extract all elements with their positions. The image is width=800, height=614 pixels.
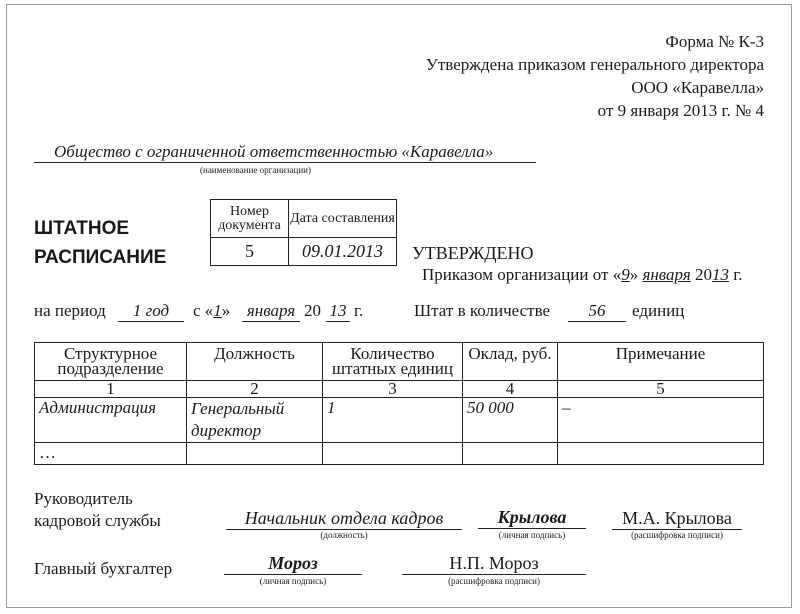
accountant-name: Н.П. Мороз: [402, 553, 586, 575]
doc-number-header: Номер документа: [211, 200, 289, 238]
staff-unit: единиц: [632, 301, 685, 320]
staff-count: 56: [568, 301, 626, 322]
col-number-1: 1: [35, 381, 187, 398]
staff-label: Штат в количестве: [414, 301, 551, 320]
accountant-signature-caption: (личная подпись): [259, 576, 327, 586]
table-row: [35, 443, 764, 465]
period-month: января: [242, 301, 300, 322]
table-row: [35, 398, 764, 443]
accountant-signature: Мороз: [224, 553, 362, 575]
col-number-4: 4: [463, 381, 558, 398]
col-number-5: 5: [558, 381, 764, 398]
doc-date-value: 09.01.2013: [289, 238, 397, 266]
approved-line: Утверждена приказом генерального директора: [425, 55, 764, 74]
period-from: с «1»: [193, 301, 231, 320]
hr-position: Начальник отдела кадров: [226, 508, 462, 530]
approved-label: УТВЕРЖДЕНО: [412, 243, 534, 263]
doc-number-value: 5: [211, 238, 289, 266]
row1-salary: 50 000: [463, 398, 558, 443]
col-number-3: 3: [323, 381, 463, 398]
row1-position: Генеральный директор: [187, 398, 323, 443]
staff-table: [34, 342, 764, 465]
period-g: г.: [354, 301, 364, 320]
form-number: Форма № К-3: [665, 32, 764, 51]
organization-name: Общество с ограниченной ответственностью «Каравелла»: [34, 142, 536, 163]
document-box: [210, 199, 397, 266]
header-department: Структурное подразделение: [35, 343, 187, 381]
hr-position-caption: (должность): [320, 530, 368, 540]
hr-name-caption: (расшифровка подписи): [631, 530, 723, 540]
title-line-1: ШТАТНОЕ: [34, 218, 130, 239]
organization-caption: (наименование организации): [200, 165, 311, 175]
period-year-prefix: 20: [304, 301, 321, 320]
col-number-2: 2: [187, 381, 323, 398]
hr-name: М.А. Крылова: [612, 508, 742, 530]
row1-note: –: [558, 398, 764, 443]
date-line: от 9 января 2013 г. № 4: [597, 101, 764, 120]
title-line-2: РАСПИСАНИЕ: [34, 247, 167, 268]
period-label: на период: [34, 301, 106, 320]
header-count: Количество штатных единиц: [323, 343, 463, 381]
hr-label-2: кадровой службы: [34, 511, 161, 530]
hr-signature: Крылова: [478, 507, 586, 529]
accountant-label: Главный бухгалтер: [34, 559, 173, 578]
header-note: Примечание: [558, 343, 764, 381]
hr-signature-caption: (личная подпись): [498, 530, 566, 540]
row1-count: 1: [323, 398, 463, 443]
doc-date-header: Дата составления: [289, 200, 397, 238]
period-duration: 1 год: [118, 301, 184, 322]
company-line: ООО «Каравелла»: [631, 78, 764, 97]
row2-department: …: [35, 443, 187, 465]
header-position: Должность: [187, 343, 323, 381]
period-year-suffix: 13: [326, 301, 350, 322]
approval-order: Приказом организации от «9» января 2013 г.: [422, 265, 743, 284]
accountant-name-caption: (расшифровка подписи): [448, 576, 540, 586]
row1-department: Администрация: [35, 398, 187, 443]
hr-label-1: Руководитель: [34, 489, 133, 508]
header-salary: Оклад, руб.: [463, 343, 558, 381]
